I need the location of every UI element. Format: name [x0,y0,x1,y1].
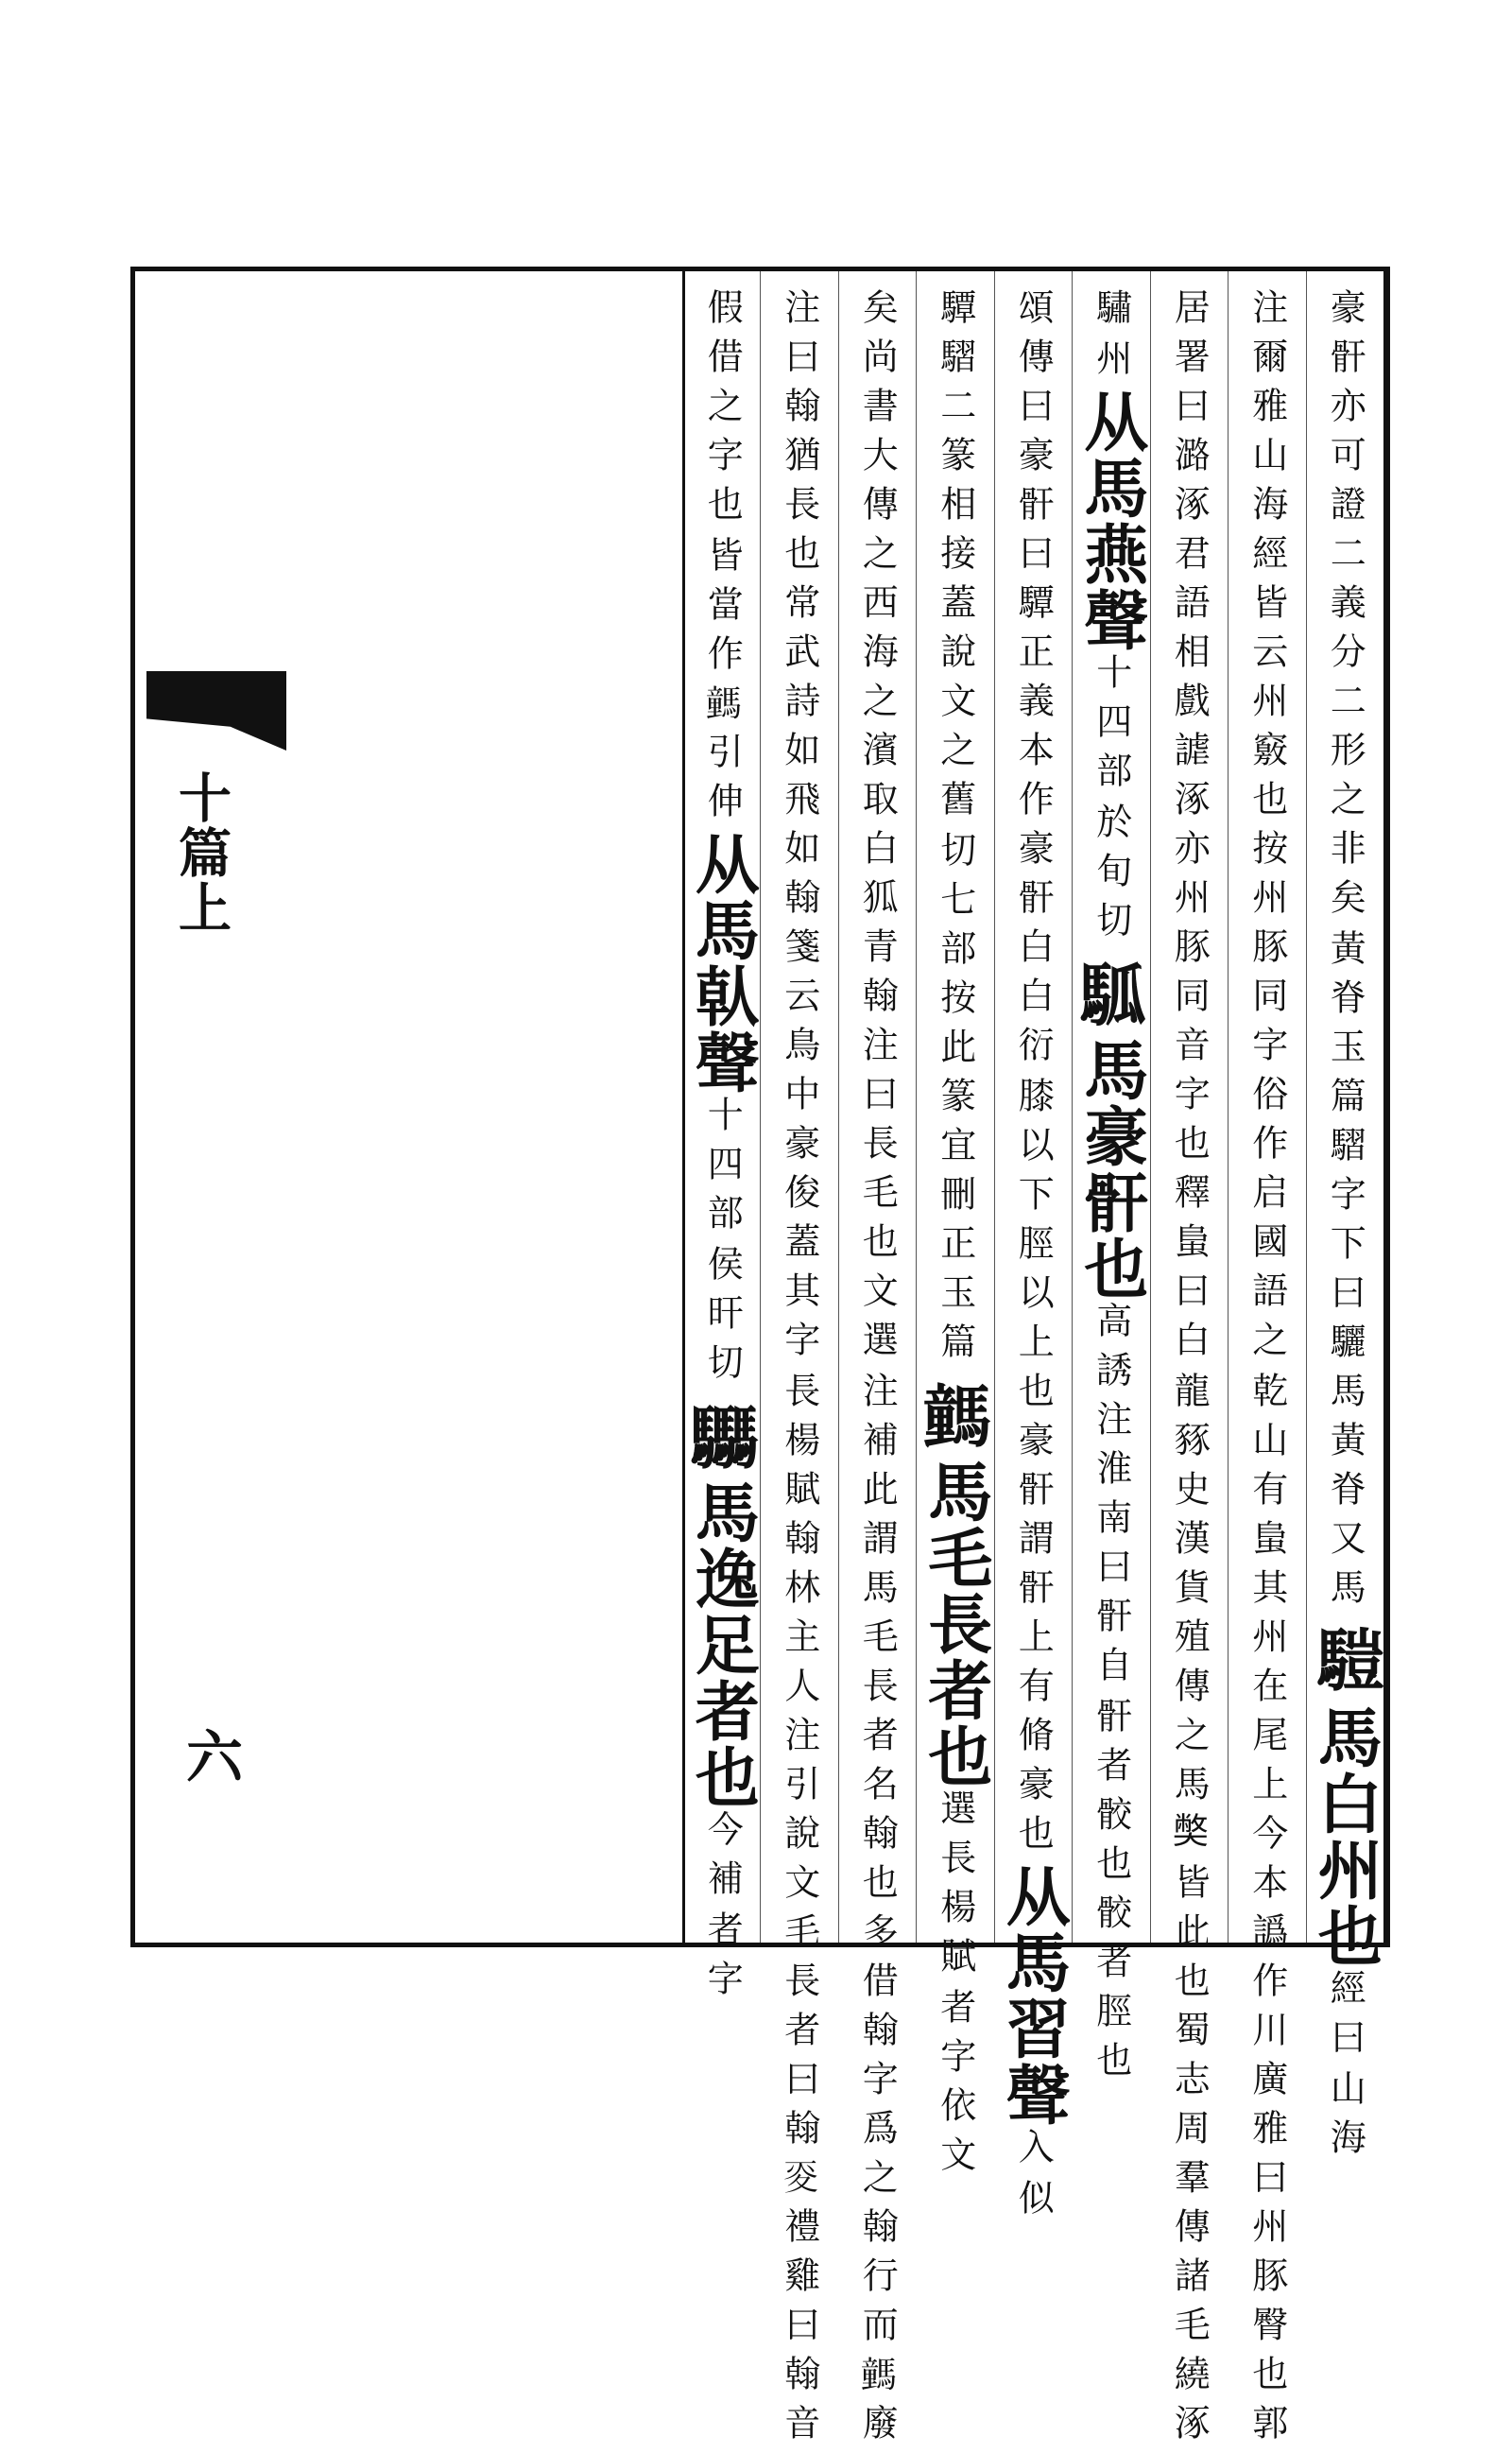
commentary-double-line [1168,288,1211,2453]
seal-script-headword: 𩦍 [915,1379,996,1451]
text-column [1228,271,1306,2453]
main-text: 馬白州也 [1307,1704,1383,1969]
commentary-left-line: 經曰 [1324,1969,1366,2067]
commentary-double-line [701,1810,744,2009]
text-column [1071,271,1152,2090]
commentary-right-line: 山海 [1324,2069,1366,2168]
commentary-right-line: 黃脊玉篇騽字下曰驪馬黃脊又馬 [1324,929,1366,1617]
commentary-double-line [778,288,820,2453]
fish-tail-mark [146,654,286,768]
commentary-left-line: 選長楊賦 [934,1789,976,1986]
page-margin [135,271,303,1943]
main-text: 馬逸足者也 [684,1479,761,1810]
commentary-right-line: 切七部按此篆宜刪正玉篇 [934,831,976,1372]
seal-script-headword: 𩥉 [1305,1625,1386,1697]
commentary-right-line: 者字 [701,1910,744,2009]
commentary-double-line [701,1096,744,1392]
commentary-right-line: 侯旰切 [701,1245,744,1392]
text-column [994,271,1073,2228]
commentary-right-line: 膝以下脛以上也豪骭謂骭上有脩豪也 [1012,1077,1055,1863]
main-text: 从馬倝聲 [684,831,761,1096]
commentary-double-line [1090,1302,1132,2090]
commentary-right-line: 皆當作𩦍引伸 [701,536,744,831]
text-column [915,271,996,2185]
text-column [682,271,764,2009]
main-text: 馬豪骭也 [1073,1037,1149,1302]
commentary-left-line: 入 [1012,2128,1055,2177]
commentary-double-line [1012,2128,1055,2228]
commentary-double-line [856,288,899,2453]
commentary-double-line [701,288,744,831]
commentary-right-line: 於旬切 [1090,803,1132,950]
commentary-left-line: 注曰翰猶長也常武詩如飛如翰箋云鳥中豪俊蓋其字 [778,288,820,1370]
text-column [760,271,838,2453]
commentary-double-line [1324,1969,1366,2168]
commentary-left-line: 豪骭亦可證二義分二形之非矣 [1324,288,1366,927]
commentary-left-line: 十四部 [701,1096,744,1243]
commentary-left-line: 今補 [701,1810,744,1909]
commentary-double-line [1012,288,1055,1863]
main-text: 从馬習聲 [995,1863,1072,2128]
text-column [838,271,917,2453]
main-text: 从馬燕聲 [1073,389,1149,653]
commentary-right-line: 者字依文 [934,1988,976,2185]
text-column [1305,271,1386,2168]
commentary-double-line [1246,288,1288,2453]
commentary-left-line: 居署曰潞涿君語相戲謔涿亦州豚同音字也釋蛗曰白 [1168,288,1211,1370]
commentary-double-line [1090,653,1132,950]
commentary-right-line: 長楊賦翰林主人注引說文毛長者曰翰𡕢禮雞曰翰音 [778,1372,820,2453]
seal-script-headword: 𩧢 [682,1400,764,1472]
commentary-left-line: 頌傳曰豪骭曰驔正義本作豪骭白白衍 [1012,288,1055,1075]
text-columns [292,271,1386,2453]
commentary-left-line: 驌 [1090,288,1132,337]
commentary-double-line [934,288,976,1372]
commentary-left-line: 矣尚書大傳之西海之濱取白狐青翰注曰長毛也文選 [856,288,899,1370]
commentary-left-line: 十四部 [1090,653,1132,801]
commentary-left-line: 高誘注淮南曰骭自 [1090,1302,1132,1695]
commentary-right-line: 乾山有蛗其州在尾上今本譌作川廣雅曰州豚臀也郭 [1246,1372,1288,2453]
seal-script-headword: 𩢍 [1071,958,1152,1029]
volume-label: 十篇上 [170,770,232,935]
text-column [1150,271,1228,2453]
commentary-double-line [1324,288,1366,1617]
commentary-right-line: 龍豩史漢貨殖傳之馬𡚁皆此也蜀志周羣傳諸毛繞涿 [1168,1372,1211,2453]
page-frame [130,267,1390,2453]
main-text: 馬毛長者也 [917,1459,993,1789]
commentary-left-line: 假借之字也 [701,288,744,534]
page-number: 六 [177,1727,243,1784]
commentary-right-line: 注補此謂馬毛長者名翰也多借翰字爲之翰行而𩦍廢 [856,1372,899,2453]
commentary-right-line: 州 [1090,339,1132,389]
commentary-left-line: 驔騽二篆相接蓋說文之舊 [934,288,976,829]
commentary-double-line [934,1789,976,2185]
commentary-left-line: 注爾雅山海經皆云州竅也按州豚同字俗作启國語之 [1246,288,1288,1370]
commentary-right-line: 骭者骹也骹者脛也 [1090,1697,1132,2090]
commentary-double-line [1090,288,1132,389]
commentary-right-line: 似 [1012,2179,1055,2228]
